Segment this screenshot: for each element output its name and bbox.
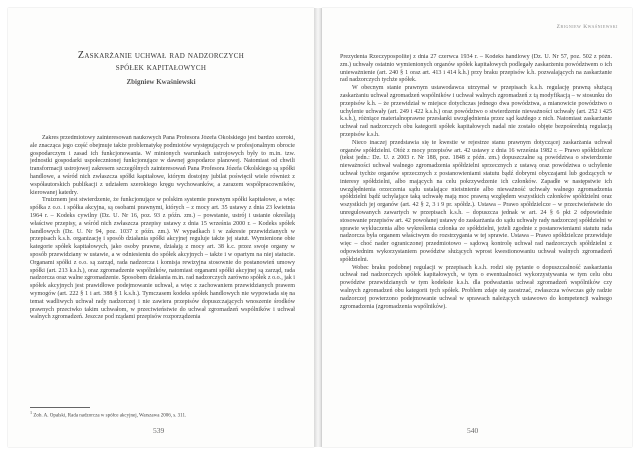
author-name: Zbigniew Kwaśniewski <box>126 78 196 86</box>
page-number-right: 540 <box>467 426 479 435</box>
left-body-text <box>30 135 295 403</box>
title-line-2: spółek kapitałowych <box>115 62 207 73</box>
right-page <box>322 8 632 447</box>
paragraph: Zakres przedmiotowy zainteresowań naukowych Pana Profesora Józefa Okolskiego jest bardzo szeroki, ale znacząca jego część obejmuje także problematykę podmiotów występujących w profesjonalnym obrocie gospodarczym i zasad ich funkcjonowania. W minionych warunkach ustrojowych były to m.in. tzw. jednostki gospodarki uspołecznionej funkcjonujące w dawnej gospodarce planowej. Natomiast od chwili transformacji ustrojowej zakresem szczególnych zainteresowań Pana Profesora Józefa Okolskiego są spółki handlowe, a wśród nich zwłaszcza spółki kapitałowe, którym dostojny jubilat poświęcił wiele również z współautorskich publikacji z udziałem szerokiego kręgu wychowanków, a zarazem współpracowników, kierowanej katedry. <box>30 135 295 196</box>
paragraph: Wobec braku podobnej regulacji w przepisach k.s.h. rodzi się pytanie o dopuszczalność zaskarżania uchwał rad nadzorczych spółek kapitałowych, w tym o ewentualności wykorzystywania w tym celu obu powództw przewidzianych w tym kodeksie k.s.h. dla podważania uchwał zgromadzeń wspólników czy walnych zgromadzeń obu kategorii tych spółek. Problem zdaje się zaostrzać, zwłaszcza wówczas gdy radzie nadzorczej powierzono podejmowanie uchwał w sprawach należących ustawowo do kompetencji walnego zgromadzenia (zgromadzenia wspólników). <box>340 264 612 310</box>
page-number-left: 539 <box>153 426 165 435</box>
footnote-text: Zob. A. Opalski, Rada nadzorcza w spółce akcyjnej, Warszawa 2006, s. 311. <box>33 413 187 419</box>
paragraph: Prezydenta Rzeczypospolitej z dnia 27 czerwca 1934 r. – Kodeks handlowy (Dz. U. Nr 57, poz. 502 z późn. zm.) uchwały ostatnio wymienionych organów spółek kapitałowych podlegały zaskarżeniu powództwem o ich unieważnienie (art. 240 § 1 oraz art. 413 i 414 k.h.) przy braku przepisów k.h. pozwalających na zaskarżanie rad nadzorczych tychże spółek. <box>340 54 612 84</box>
paragraph: Truizmem jest stwierdzenie, że funkcjonujące w polskim systemie prawnym spółki kapitałowe, a więc spółka z o.o. i spółka akcyjna, są osobami prawnymi, których – z mocy art. 35 ustawy z dnia 23 kwietnia 1964 r. – Kodeks cywilny (Dz. U. Nr 16, poz. 93 z późn. zm.) – powstanie, ustrój i ustanie określają właściwe przepisy, a wśród nich zwłaszcza przepisy ustawy z dnia 15 września 2000 r. – Kodeks spółek handlowych (Dz. U. Nr 94, poz. 1037 z późn. zm.). W wypadkach i w zakresie przewidzianych w przepisach k.s.h. organizację i sposób działania spółki akcyjnej reguluje także jej statut. Wymienione obie kategorie spółek kapitałowych, jako osoby prawne, działają z mocy art. 38 k.c. przez swoje organy w sposób przewidziany w ustawie, a w odniesieniu do spółek akcyjnych – także i w opartym na niej statucie. Organami spółki z o.o. są zarząd, rada nadzorcza i komisja rewizyjna stosownie do postanowień umowy spółki (art. 213 k.s.h.), oraz zgromadzenie wspólników, natomiast organami spółki akcyjnej są zarząd, rada nadzorcza oraz walne zgromadzenie. Sposobem działania m.in. rad nadzorczych zarówno spółek z o.o., jak i spółek akcyjnych jest prawidłowe podejmowanie uchwał, a więc z zachowaniem przewidzianych prawem wymogów (art. 222 § 1 i art. 388 § 1 k.s.h.). Tymczasem kodeks spółek handlowych nie wypowiada się na temat wadliwych uchwał rady nadzorczej i nie zawiera przepisów dopuszczających wnoszenie środków prawnych przeciwko takim uchwałom, w przeciwieństwie do uchwał zgromadzeń wspólników i uchwał walnych zgromadzeń. Jeszcze pod rządami przepisów rozporządzenia <box>30 197 295 321</box>
right-body-text <box>340 54 612 414</box>
book-gutter <box>314 8 322 447</box>
footnote-marker: 1 <box>30 410 33 415</box>
left-page <box>8 8 314 447</box>
running-head: Zbigniew Kwaśniewski <box>556 24 618 30</box>
paragraph: Nieco inaczej przedstawia się te kwestie w rejestrze stanu prawnym dotyczącej zaskarżania uchwał organów spółdzielni. Otóż z mocy przepisów art. 42 ustawy z dnia 16 września 1982 r. – Prawo spółdzielcze (tekst jedn.: Dz. U. z 2003 r. Nr 188, poz. 1848 z późn. zm.) dopuszczalne są powództwa o stwierdzenie nieważności uchwał walnego zgromadzenia spółdzielni sprzecznych z ustawą oraz powództwa o uchylenie uchwał tychże organów sprzecznych z postanowieniami statutu bądź dobrymi obyczajami lub godzących w interesy spółdzielni, albo mających na celu pokrzywdzenie ich członków. Zapadłe w następstwie ich uwzględnienia orzeczenia sądu ustalające nieistnienie albo nieważność uchwały walnego zgromadzenia spółdzielni bądź uchylające taką uchwałę mają moc prawną względem wszystkich członków spółdzielni oraz wszystkich jej organów (art. 42 § 2, 3 i 9 pr. spółdz.). Ustawa – Prawo spółdzielcze – w przeciwieństwie do unregulowanych zawartych w przepisach k.s.h. – dopuszcza jednak w art. 24 § 6 pkt 2 odpowiednie stosowanie przepisów art. 42 powołanej ustawy do zaskarżania do sądu uchwały rady nadzorczej spółdzielni w sprawie wykluczenia albo wykreślenia członka ze spółdzielni, jeżeli zgodnie z postanowieniami statutu rada nadzorcza była organem właściwym do rozstrzygania w tej sprawie. Ustawa – Prawo spółdzielcze przewiduje więc – choć nader ograniczonej przedmiotowo – sądową kontrolę uchwał rad nadzorczych spółdzielni z odpowiednim wykorzystaniem powództw służących wprost kwestionowaniu uchwał walnych zgromadzeń spółdzielni. <box>340 139 612 263</box>
footnote-rule <box>30 407 90 408</box>
paragraph: W obecnym stanie prawnym ustawodawca utrzymał w przepisach k.s.h. regulację prawną służącą zaskarżaniu uchwał zgromadzeń wspólników i uchwał walnych zgromadzeń z tą modyfikacją – w stosunku do przepisów k.h. – że przewidział w miejsce dotychczas jednego dwa powództwa, a mianowicie powództwo o uchylenie uchwały (art. 249 i 422 k.s.h.) oraz powództwo o stwierdzenie nieważności uchwały (art. 252 i 425 k.s.h.), różniące materialnoprawne przesłanki uwzględnienia przez sąd każdego z nich. Natomiast zaskarżanie uchwał rad nadzorczych obu kategorii spółek kapitałowych nadal nie zostało objęte bezpośrednią regulacją przepisów k.s.h. <box>340 85 612 138</box>
footnote <box>30 410 295 420</box>
article-title <box>30 50 292 74</box>
title-line-1: Zaskarżanie uchwał rad nadzorczych <box>77 50 245 61</box>
